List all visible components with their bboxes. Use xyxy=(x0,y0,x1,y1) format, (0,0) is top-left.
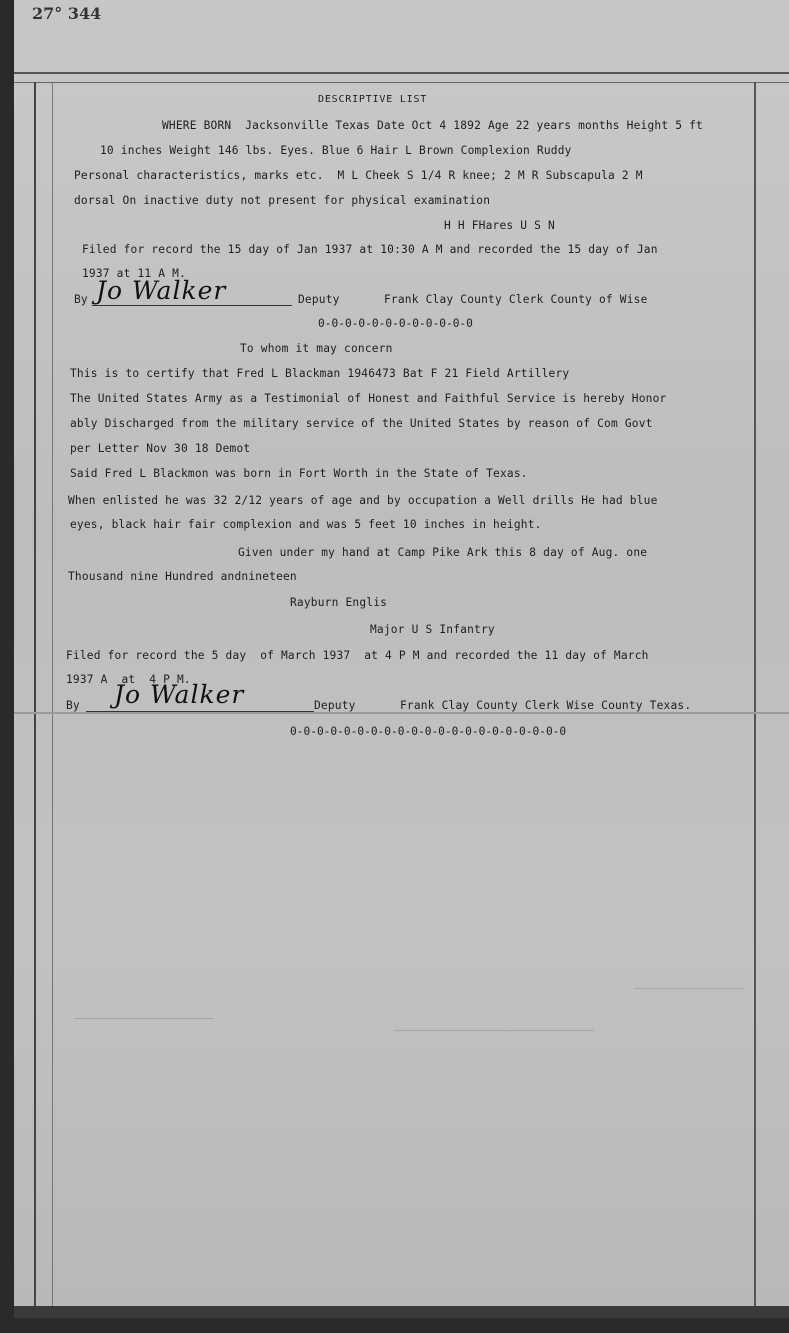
descriptive-list-heading: DESCRIPTIVE LIST xyxy=(318,94,428,105)
record1-recorded-line: 1937 at 11 A M. xyxy=(82,267,187,280)
record2-filed-line: Filed for record the 5 day of March 1937 at 4 P M and recorded the 11 day of March xyxy=(66,649,649,662)
county-clerk: Frank Clay County Clerk Wise County Texas. xyxy=(400,699,692,712)
document-page xyxy=(14,0,789,1318)
record1-line: Personal characteristics, marks etc. M L Cheek S 1/4 R knee; 2 M R Subscapula 2 M xyxy=(74,169,643,182)
record1-filed-line: Filed for record the 15 day of Jan 1937 at 10:30 A M and recorded the 15 day of Jan xyxy=(82,243,658,256)
paper-smudge xyxy=(394,1030,594,1031)
record1-line: WHERE BORN Jacksonville Texas Date Oct 4 1892 Age 22 years months Height 5 ft xyxy=(162,119,703,132)
record2-line: per Letter Nov 30 18 Demot xyxy=(70,442,251,455)
record2-line: Given under my hand at Camp Pike Ark this 8 day of Aug. one xyxy=(238,546,648,559)
signer-name: Rayburn Englis xyxy=(290,596,388,609)
right-margin-rule xyxy=(754,82,756,1307)
deputy-signature: Jo Walker xyxy=(114,680,245,709)
record2-line: The United States Army as a Testimonial of Honest and Faithful Service is hereby Honor xyxy=(70,392,667,405)
page-bottom-edge xyxy=(14,1306,789,1318)
signature-line xyxy=(86,711,314,712)
record2-line: eyes, black hair fair complexion and was 5 feet 10 inches in height. xyxy=(70,518,542,531)
record2-line: Thousand nine Hundred andnineteen xyxy=(68,570,297,583)
record-separator: 0-0-0-0-0-0-0-0-0-0-0-0 xyxy=(318,317,473,330)
deputy-label: Deputy xyxy=(314,699,356,712)
deputy-signature: Jo Walker xyxy=(96,276,227,305)
header-rule-secondary xyxy=(14,82,789,83)
left-margin-rule-inner xyxy=(52,82,53,1307)
county-clerk: Frank Clay County Clerk County of Wise xyxy=(384,293,648,306)
record1-line: 10 inches Weight 146 lbs. Eyes. Blue 6 Hair L Brown Complexion Ruddy xyxy=(100,144,572,157)
deputy-label: Deputy xyxy=(298,293,340,306)
page-fold-line xyxy=(14,712,789,714)
record2-line: ably Discharged from the military service of the United States by reason of Com Govt xyxy=(70,417,653,430)
left-margin-rule xyxy=(34,82,36,1307)
record-separator: 0-0-0-0-0-0-0-0-0-0-0-0-0-0-0-0-0-0-0-0-0 xyxy=(290,725,567,738)
examiner-name: H H FHares U S N xyxy=(444,219,555,232)
paper-smudge xyxy=(634,988,744,989)
record2-line: This is to certify that Fred L Blackman 1946473 Bat F 21 Field Artillery xyxy=(70,367,570,380)
header-rule xyxy=(14,72,789,74)
page-number: 27° 344 xyxy=(32,4,102,23)
signer-title: Major U S Infantry xyxy=(370,623,495,636)
record2-recorded-line: 1937 A at 4 P M. xyxy=(66,673,191,686)
by-label: By xyxy=(66,699,80,712)
record1-line: dorsal On inactive duty not present for physical examination xyxy=(74,194,491,207)
by-label: By xyxy=(74,293,88,306)
salutation: To whom it may concern xyxy=(240,342,393,355)
signature-line xyxy=(92,305,292,306)
paper-smudge xyxy=(74,1018,214,1019)
record2-line: Said Fred L Blackmon was born in Fort Worth in the State of Texas. xyxy=(70,467,528,480)
record2-line: When enlisted he was 32 2/12 years of age and by occupation a Well drills He had blue xyxy=(68,494,658,507)
